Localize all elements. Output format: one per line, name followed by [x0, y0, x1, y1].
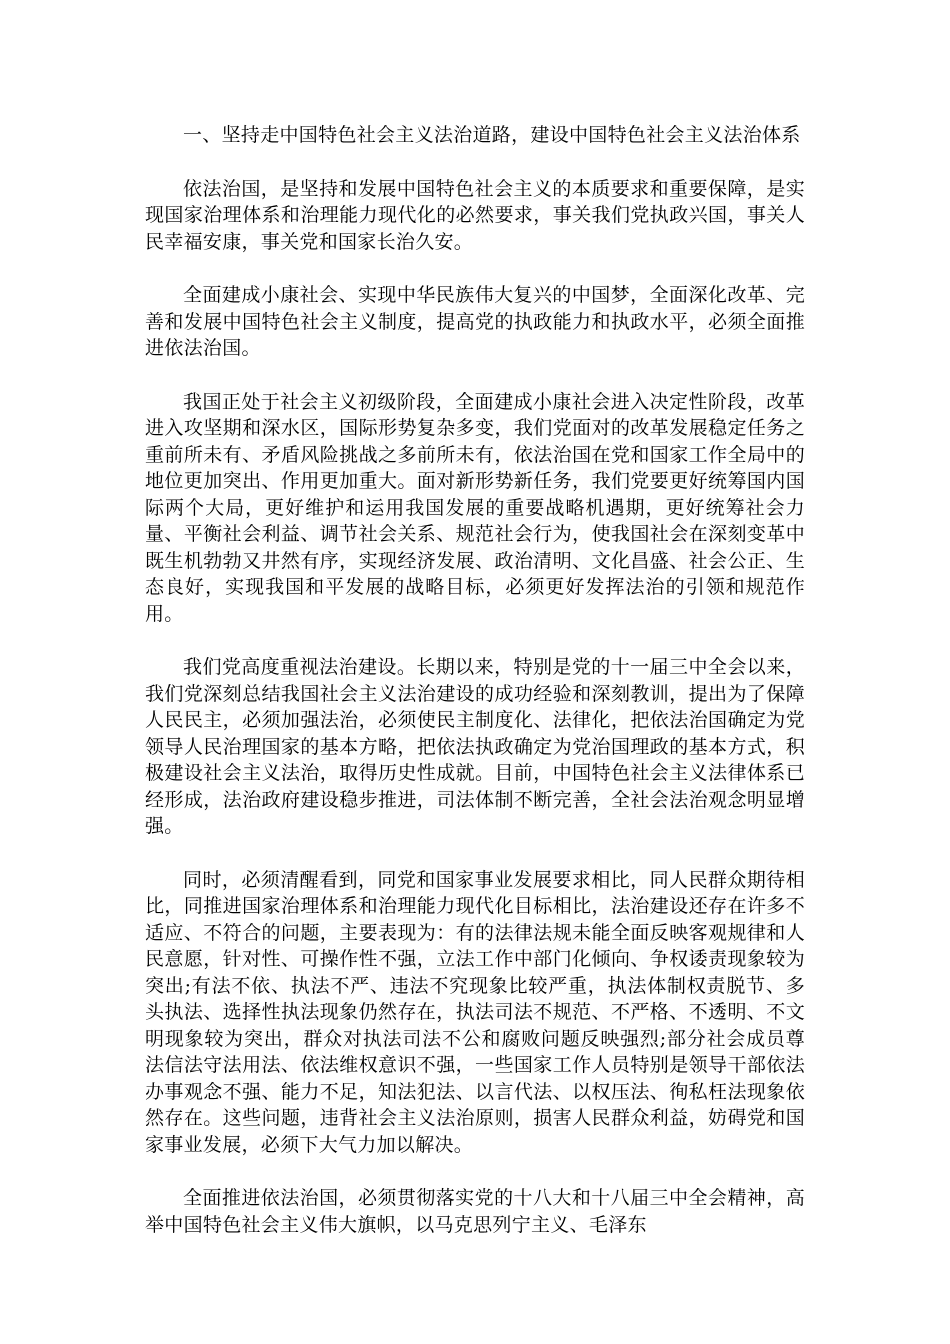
paragraph-2: 全面建成小康社会、实现中华民族伟大复兴的中国梦，全面深化改革、完善和发展中国特色社会主义制度，提高党的执政能力和执政水平，必须全面推进依法治国。 — [145, 284, 805, 359]
paragraph-5: 同时，必须清醒看到，同党和国家事业发展要求相比，同人民群众期待相比，同推进国家治理体系和治理能力现代化目标相比，法治建设还存在许多不适应、不符合的问题，主要表现为：有的法律法规未能全面反映客观规律和人民意愿，针对性、可操作性不强，立法工作中部门化倾向、争权诿责现象较为突出;有法不依、执法不严、违法不究现象比较严重，执法体制权责脱节、多头执法、选择性执法现象仍然存在，执法司法不规范、不严格、不透明、不文明现象较为突出，群众对执法司法不公和腐败问题反映强烈;部分社会成员尊法信法守法用法、依法维权意识不强，一些国家工作人员特别是领导干部依法办事观念不强、能力不足，知法犯法、以言代法、以权压法、徇私枉法现象依然存在。这些问题，违背社会主义法治原则，损害人民群众利益，妨碍党和国家事业发展，必须下大气力加以解决。 — [145, 868, 805, 1156]
paragraph-3: 我国正处于社会主义初级阶段，全面建成小康社会进入决定性阶段，改革进入攻坚期和深水区，国际形势复杂多变，我们党面对的改革发展稳定任务之重前所未有、矛盾风险挑战之多前所未有，依法治国在党和国家工作全局中的地位更加突出、作用更加重大。面对新形势新任务，我们党要更好统筹国内国际两个大局，更好维护和运用我国发展的重要战略机遇期，更好统筹社会力量、平衡社会利益、调节社会关系、规范社会行为，使我国社会在深刻变革中既生机勃勃又井然有序，实现经济发展、政治清明、文化昌盛、社会公正、生态良好，实现我国和平发展的战略目标，必须更好发挥法治的引领和规范作用。 — [145, 390, 805, 625]
document-body — [145, 122, 805, 1265]
paragraph-1: 依法治国，是坚持和发展中国特色社会主义的本质要求和重要保障，是实现国家治理体系和治理能力现代化的必然要求，事关我们党执政兴国，事关人民幸福安康，事关党和国家长治久安。 — [145, 177, 805, 253]
paragraph-6: 全面推进依法治国，必须贯彻落实党的十八大和十八届三中全会精神，高举中国特色社会主义伟大旗帜，以马克思列宁主义、毛泽东 — [145, 1187, 805, 1236]
paragraph-4: 我们党高度重视法治建设。长期以来，特别是党的十一届三中全会以来，我们党深刻总结我国社会主义法治建设的成功经验和深刻教训，提出为了保障人民民主，必须加强法治，必须使民主制度化、法律化，把依法治国确定为党领导人民治理国家的基本方略，把依法执政确定为党治国理政的基本方式，积极建设社会主义法治，取得历史性成就。目前，中国特色社会主义法律体系已经形成，法治政府建设稳步推进，司法体制不断完善，全社会法治观念明显增强。 — [145, 656, 805, 837]
section-heading: 一、坚持走中国特色社会主义法治道路，建设中国特色社会主义法治体系 — [183, 124, 801, 146]
